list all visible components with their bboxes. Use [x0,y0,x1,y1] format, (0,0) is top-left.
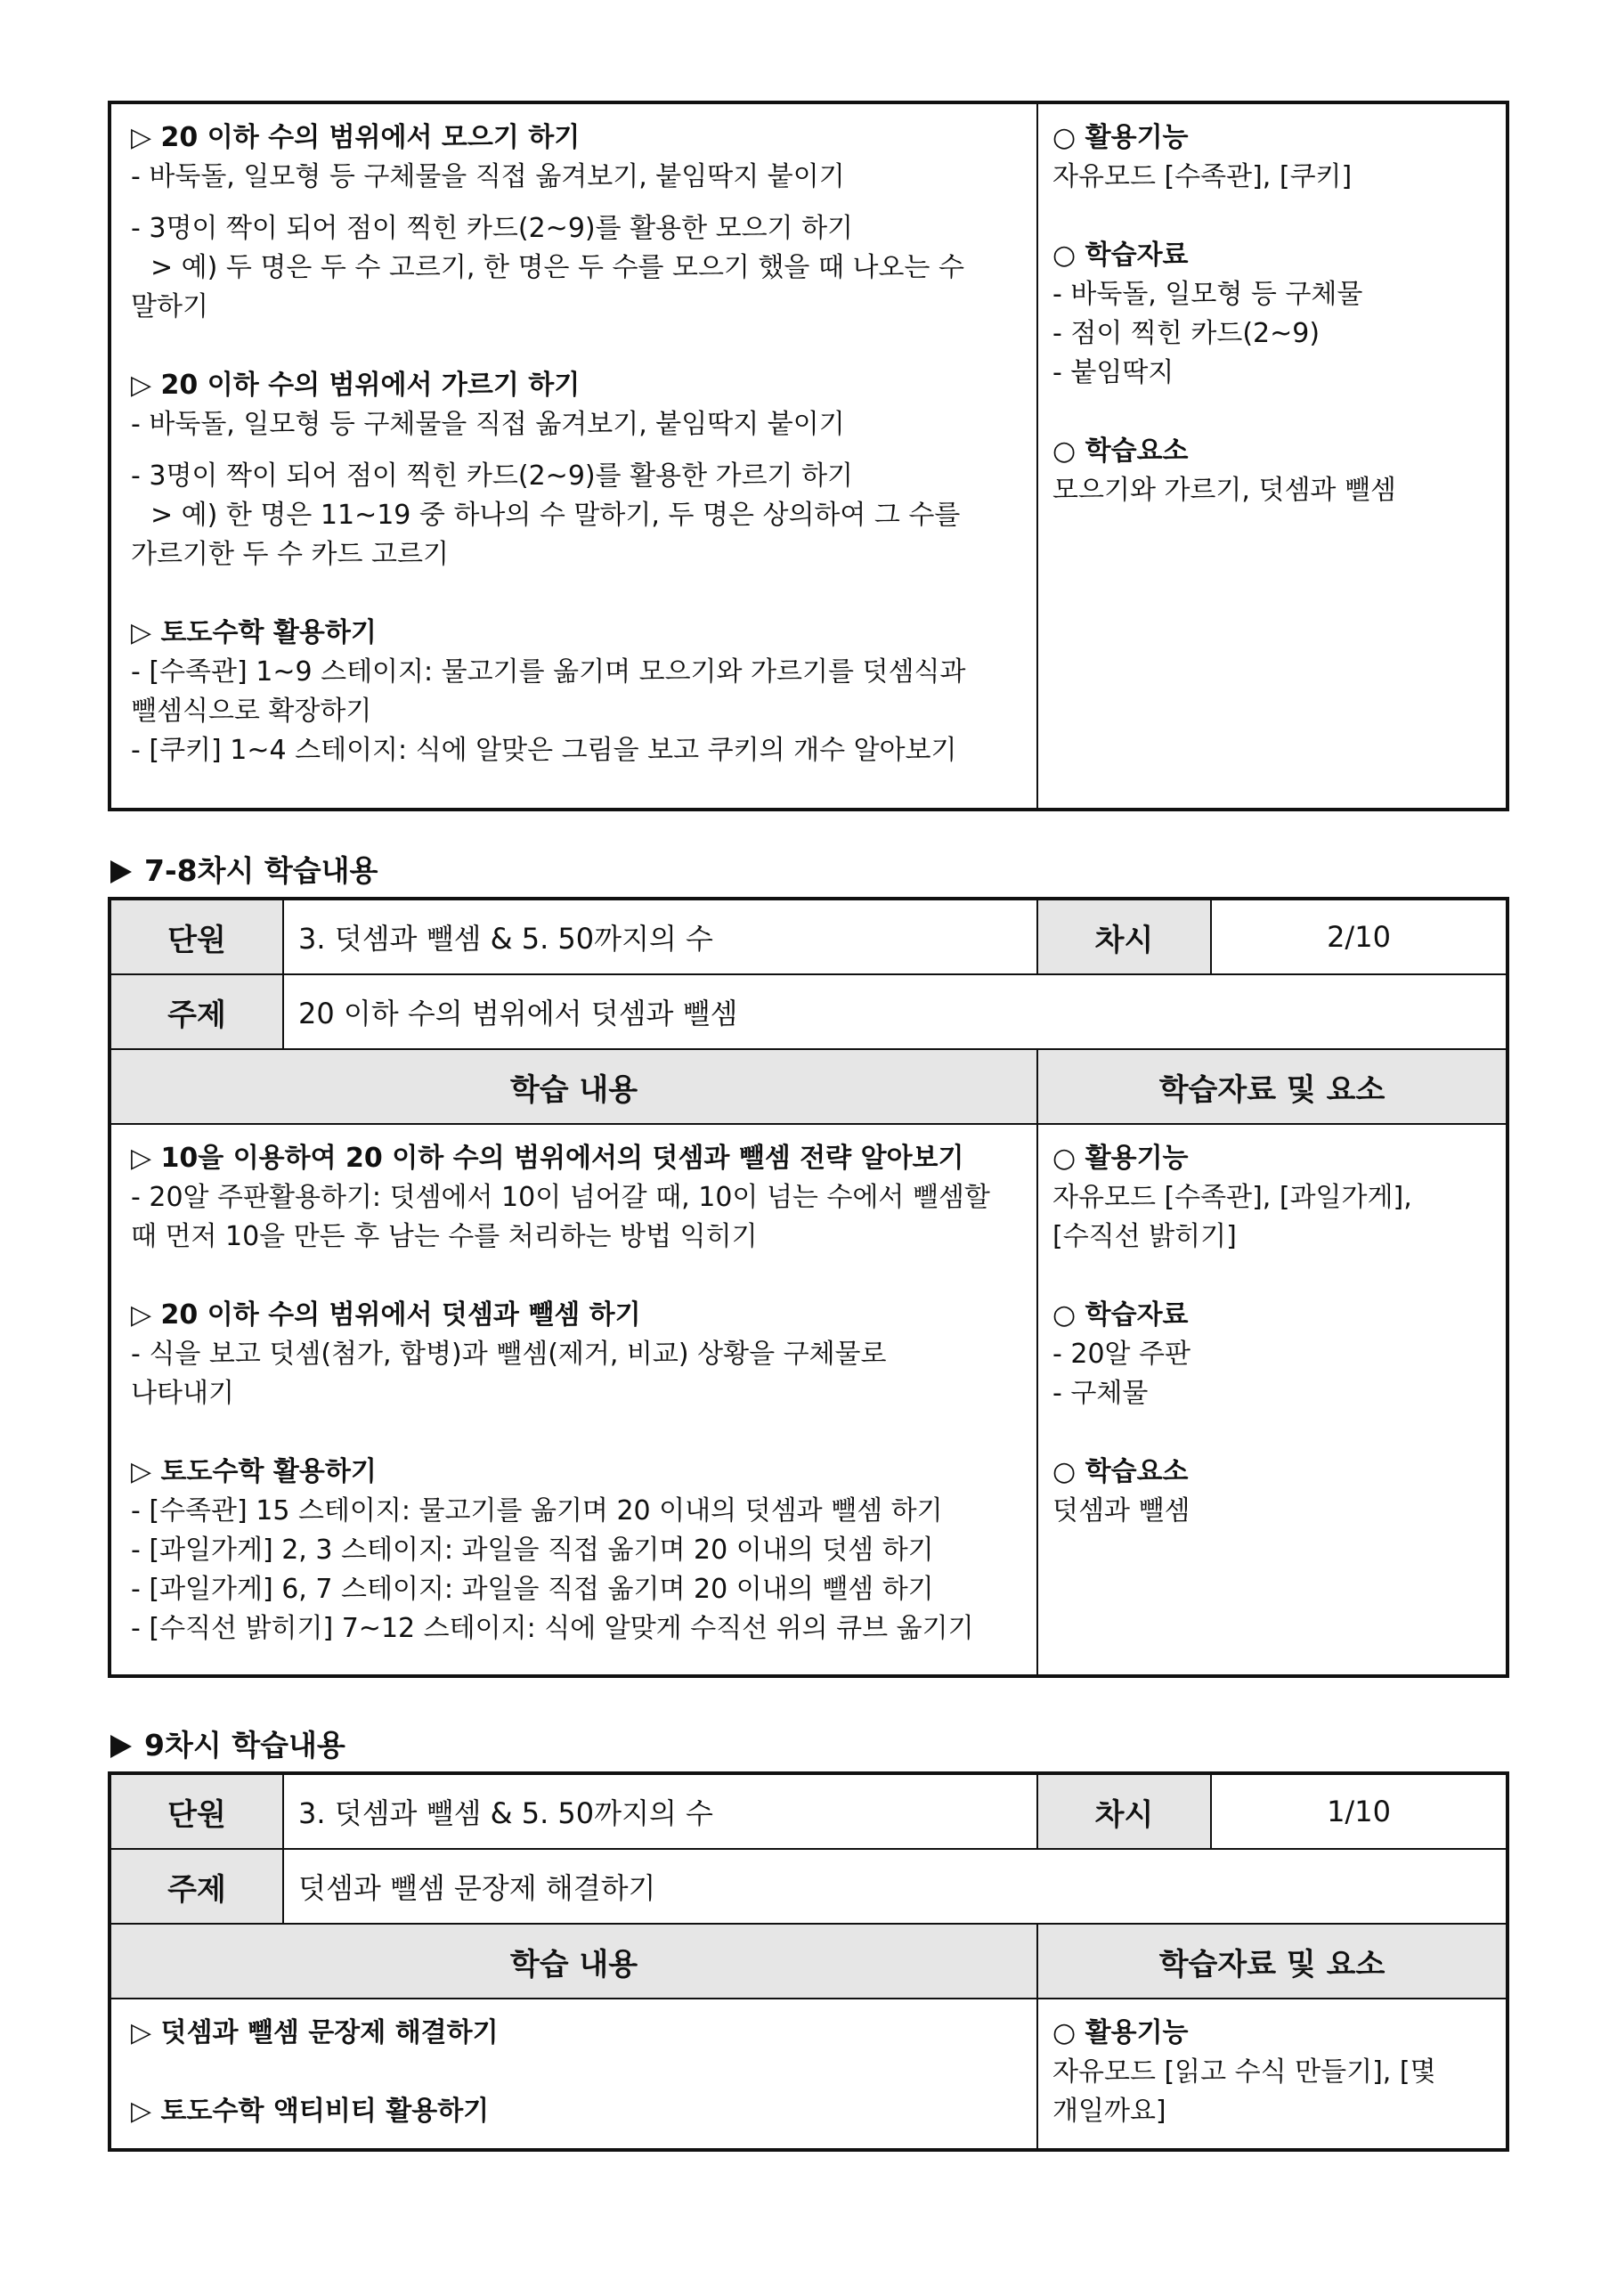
heading-todo-math: ▷ 토도수학 활용하기 [131,1456,377,1487]
heading-strategy: ▷ 10을 이용하여 20 이하 수의 범위에서의 덧셈과 뺄셈 전략 알아보기 [131,1143,964,1174]
heading-split: ▷ 20 이하 수의 범위에서 가르기 하기 [131,370,581,401]
line-aquarium: - [수족관] 1~9 스테이지: 물고기를 옮기며 모으기와 가르기를 덧셈식과 [131,656,966,688]
learning-content-cell [110,1124,1037,1676]
element-text: 모으기와 가르기, 덧셈과 뺄셈 [1052,475,1396,506]
section-title: 9차시 학습내용 [144,1728,345,1763]
function-title: ○ 활용기능 [1052,2017,1189,2048]
material-item: - 점이 찍힌 카드(2~9) [1052,318,1321,349]
heading-todo-math: ▷ 토도수학 활용하기 [131,617,377,648]
unit-label: 단원 [110,899,283,974]
function-text: 자유모드 [읽고 수식 만들기], [몇 [1052,2056,1436,2088]
heading-todo-activity: ▷ 토도수학 액티비티 활용하기 [131,2096,490,2127]
materials-cell [1037,102,1507,810]
line-number-line: - [수직선 밝히기] 7~12 스테이지: 식에 알맞게 수직선 위의 큐브 옮기기 [131,1613,974,1644]
triangle-bullet-icon [110,1735,132,1758]
lesson-table-7-8 [108,897,1509,1678]
topic-value: 20 이하 수의 범위에서 덧셈과 뺄셈 [283,974,1507,1049]
element-text: 덧셈과 뺄셈 [1052,1495,1190,1527]
section-heading-9 [110,1725,345,1766]
line-gather-example-cont: 말하기 [131,291,208,322]
learning-content-cell [110,102,1037,810]
topic-label: 주제 [110,974,283,1049]
line-abacus-cont: 때 먼저 10을 만든 후 남는 수를 처리하는 방법 익히기 [131,1221,758,1252]
section-title: 7-8차시 학습내용 [144,853,378,888]
materials-cell [1037,1999,1507,2150]
line-split-example-cont: 가르기한 두 수 카드 고르기 [131,539,449,570]
content-column-header: 학습 내용 [110,1049,1037,1124]
line-aquarium-cont: 뺄셈식으로 확장하기 [131,696,372,727]
lesson-table-continued [108,101,1509,811]
function-text: 자유모드 [수족관], [과일가게], [1052,1182,1412,1213]
learning-content-cell [110,1999,1037,2150]
materials-cell [1037,1124,1507,1676]
section-heading-7-8 [110,851,378,892]
line-gather-card: - 3명이 짝이 되어 점이 찍힌 카드(2~9)를 활용한 모으기 하기 [131,213,854,244]
material-title: ○ 학습자료 [1052,240,1189,271]
topic-value: 덧셈과 뺄셈 문장제 해결하기 [283,1849,1507,1924]
material-item: - 바둑돌, 일모형 등 구체물 [1052,279,1363,310]
line-split-example: > 예) 한 명은 11~19 중 하나의 수 말하기, 두 명은 상의하여 그 수를 [150,500,961,531]
function-title: ○ 활용기능 [1052,122,1189,153]
line-fruit-sub: - [과일가게] 6, 7 스테이지: 과일을 직접 옮기며 20 이내의 뺄셈 하기 [131,1574,934,1605]
line-cookie: - [쿠키] 1~4 스테이지: 식에 알맞은 그림을 보고 쿠키의 개수 알아보기 [131,735,957,766]
material-column-header: 학습자료 및 요소 [1037,1924,1507,1999]
heading-word-problem: ▷ 덧셈과 뺄셈 문장제 해결하기 [131,2017,499,2048]
topic-label: 주제 [110,1849,283,1924]
material-column-header: 학습자료 및 요소 [1037,1049,1507,1124]
element-title: ○ 학습요소 [1052,1456,1189,1487]
session-label: 차시 [1037,899,1211,974]
function-text-cont: [수직선 밝히기] [1052,1221,1237,1252]
function-title: ○ 활용기능 [1052,1143,1189,1174]
material-title: ○ 학습자료 [1052,1299,1189,1331]
material-item: - 20알 주판 [1052,1339,1191,1370]
line-situations-cont: 나타내기 [131,1378,234,1409]
line-gather-example: > 예) 두 명은 두 수 고르기, 한 명은 두 수를 모으기 했을 때 나오는 수 [150,252,964,283]
line-abacus: - 20알 주판활용하기: 덧셈에서 10이 넘어갈 때, 10이 넘는 수에서 뺄셈할 [131,1182,990,1213]
unit-value: 3. 덧셈과 뺄셈 & 5. 50까지의 수 [283,899,1037,974]
element-title: ○ 학습요소 [1052,436,1189,467]
material-item: - 구체물 [1052,1378,1149,1409]
line-split-concrete: - 바둑돌, 일모형 등 구체물을 직접 옮겨보기, 붙임딱지 붙이기 [131,409,845,440]
line-fruit-add: - [과일가게] 2, 3 스테이지: 과일을 직접 옮기며 20 이내의 덧셈 하기 [131,1535,934,1566]
function-text-cont: 개일까요] [1052,2096,1166,2127]
heading-add-sub: ▷ 20 이하 수의 범위에서 덧셈과 뺄셈 하기 [131,1299,641,1331]
lesson-table-9 [108,1771,1509,2152]
unit-label: 단원 [110,1773,283,1849]
triangle-bullet-icon [110,860,132,883]
session-label: 차시 [1037,1773,1211,1849]
session-value: 1/10 [1211,1773,1507,1849]
line-split-card: - 3명이 짝이 되어 점이 찍힌 카드(2~9)를 활용한 가르기 하기 [131,460,854,492]
session-value: 2/10 [1211,899,1507,974]
function-text: 자유모드 [수족관], [쿠키] [1052,161,1353,192]
line-situations: - 식을 보고 덧셈(첨가, 합병)과 뺄셈(제거, 비교) 상황을 구체물로 [131,1339,887,1370]
line-aquarium: - [수족관] 15 스테이지: 물고기를 옮기며 20 이내의 덧셈과 뺄셈 하기 [131,1495,943,1527]
line-gather-concrete: - 바둑돌, 일모형 등 구체물을 직접 옮겨보기, 붙임딱지 붙이기 [131,161,845,192]
heading-gather: ▷ 20 이하 수의 범위에서 모으기 하기 [131,122,581,153]
material-item: - 붙임딱지 [1052,357,1174,388]
content-column-header: 학습 내용 [110,1924,1037,1999]
unit-value: 3. 덧셈과 뺄셈 & 5. 50까지의 수 [283,1773,1037,1849]
